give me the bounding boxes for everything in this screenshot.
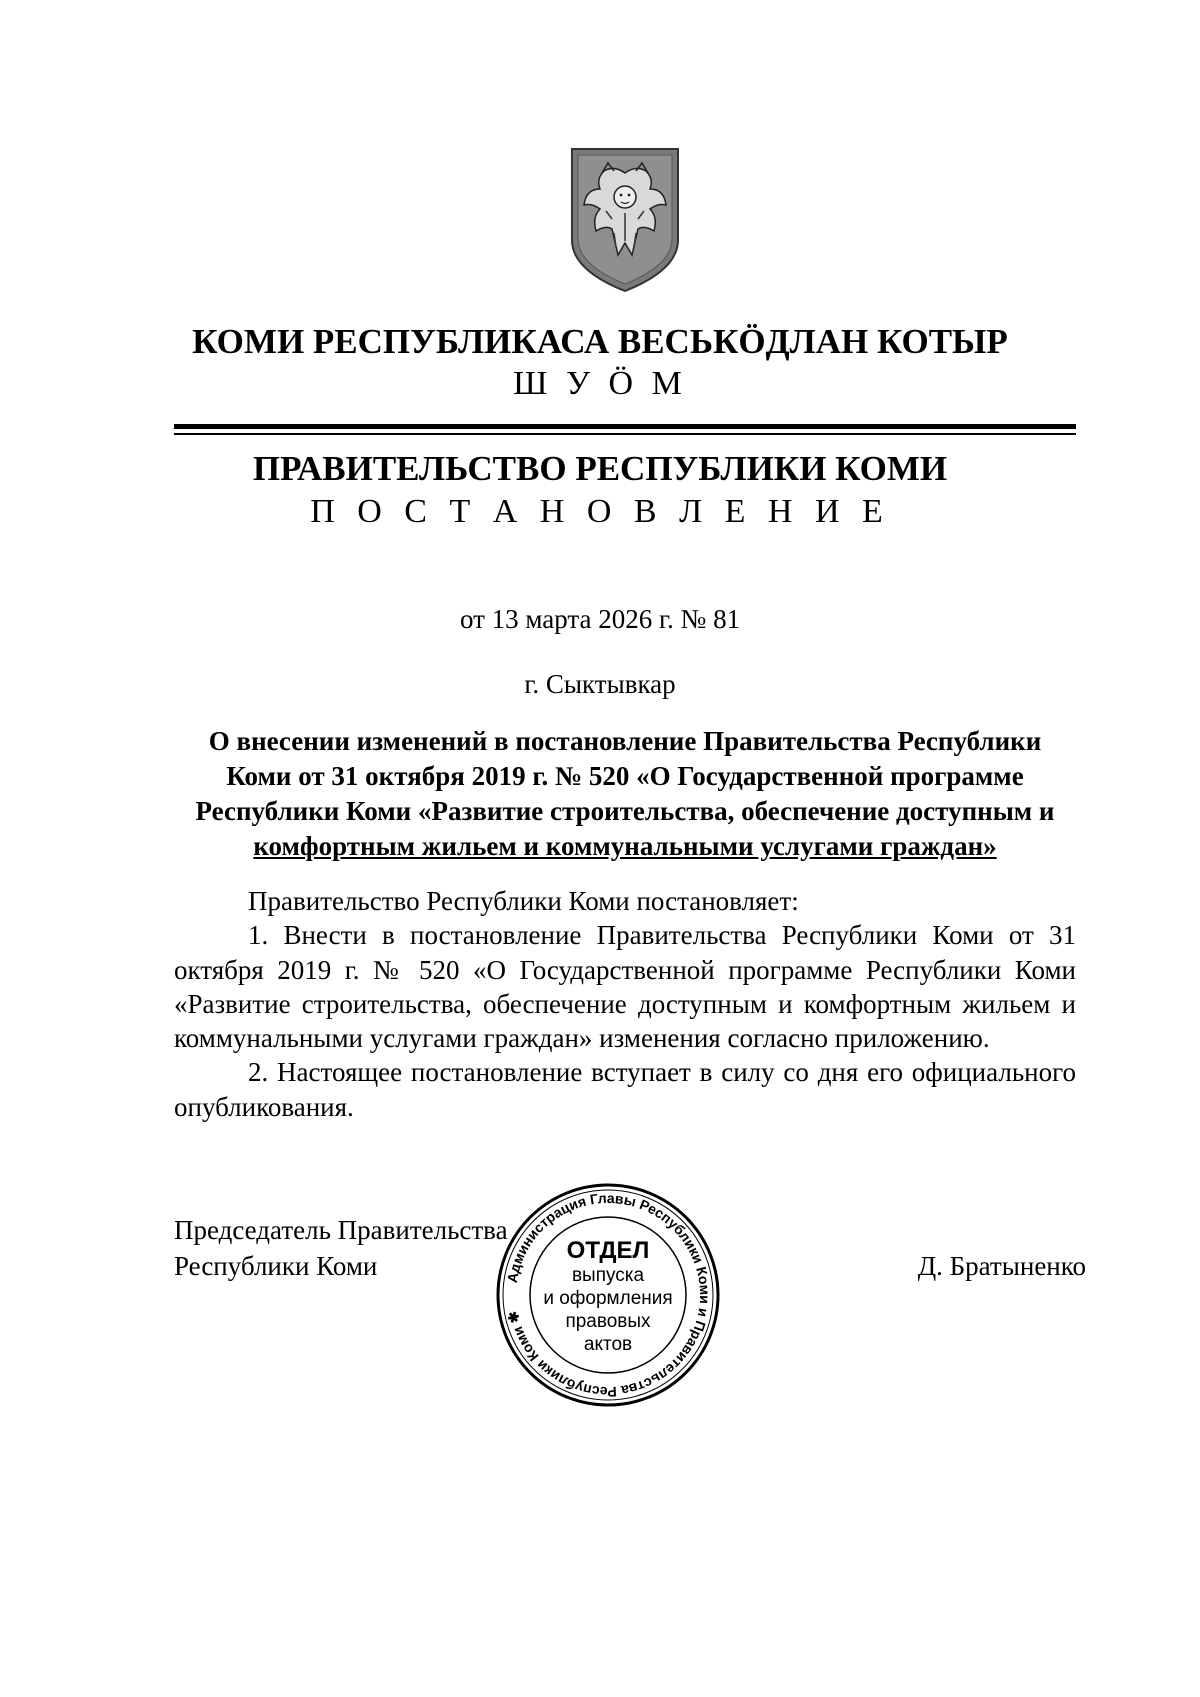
signatory-position-line: Республики Коми	[174, 1251, 378, 1281]
document-type-russian: П О С Т А Н О В Л Е Н И Е	[310, 493, 890, 530]
document-title	[174, 724, 1076, 864]
stamp-center-line: актов	[583, 1334, 633, 1355]
document-body	[174, 884, 1076, 1124]
stamp-center-line: и оформления	[543, 1288, 673, 1309]
organization-name-komi: КОМИ РЕСПУБЛИКАСА ВЕСЬКÖДЛАН КОТЫР	[192, 322, 1008, 361]
stamp-center-line: выпуска	[571, 1265, 645, 1286]
header-divider-thick	[174, 424, 1076, 429]
clause-1-paragraph: 1. Внести в постановление Правительства Республики Коми от 31 октября 2019 г. № 520 «О Государственной программе Республики Коми «Развитие строительства, обеспечение доступным и комфортным жильем и коммунальными услугами граждан» изменения согласно приложению.	[174, 920, 1076, 1054]
stamp-center-line: правовых	[565, 1311, 651, 1332]
document-city: г. Сыктывкар	[524, 669, 676, 699]
signatory-name: Д. Братыненко	[917, 1251, 1086, 1281]
title-line: комфортным жильем и коммунальными услугами граждан»	[253, 831, 997, 861]
official-stamp	[493, 1180, 723, 1410]
stamp-center-line: ОТДЕЛ	[566, 1237, 650, 1264]
coat-of-arms-emblem	[566, 145, 684, 295]
stamp-ring-text: Администрация Главы Республики Коми и Правительства Республики Коми ✱	[503, 1189, 714, 1401]
organization-name-russian: ПРАВИТЕЛЬСТВО РЕСПУБЛИКИ КОМИ	[252, 449, 948, 488]
document-type-komi: Ш У Ö М	[513, 365, 687, 402]
preamble-paragraph: Правительство Республики Коми постановляет:	[248, 886, 799, 916]
title-line: Республики Коми «Развитие строительства, обеспечение доступным и	[195, 796, 1055, 826]
title-line: Коми от 31 октября 2019 г. № 520 «О Государственной программе	[226, 761, 1024, 791]
signatory-position-line: Председатель Правительства	[174, 1215, 508, 1245]
signatory-position	[174, 1212, 508, 1284]
title-line: О внесении изменений в постановление Правительства Республики	[208, 726, 1042, 756]
document-date-number: от 13 марта 2026 г. № 81	[459, 604, 741, 634]
clause-2-paragraph: 2. Настоящее постановление вступает в силу со дня его официального опубликования.	[174, 1057, 1076, 1122]
header-divider-thin	[174, 433, 1076, 435]
